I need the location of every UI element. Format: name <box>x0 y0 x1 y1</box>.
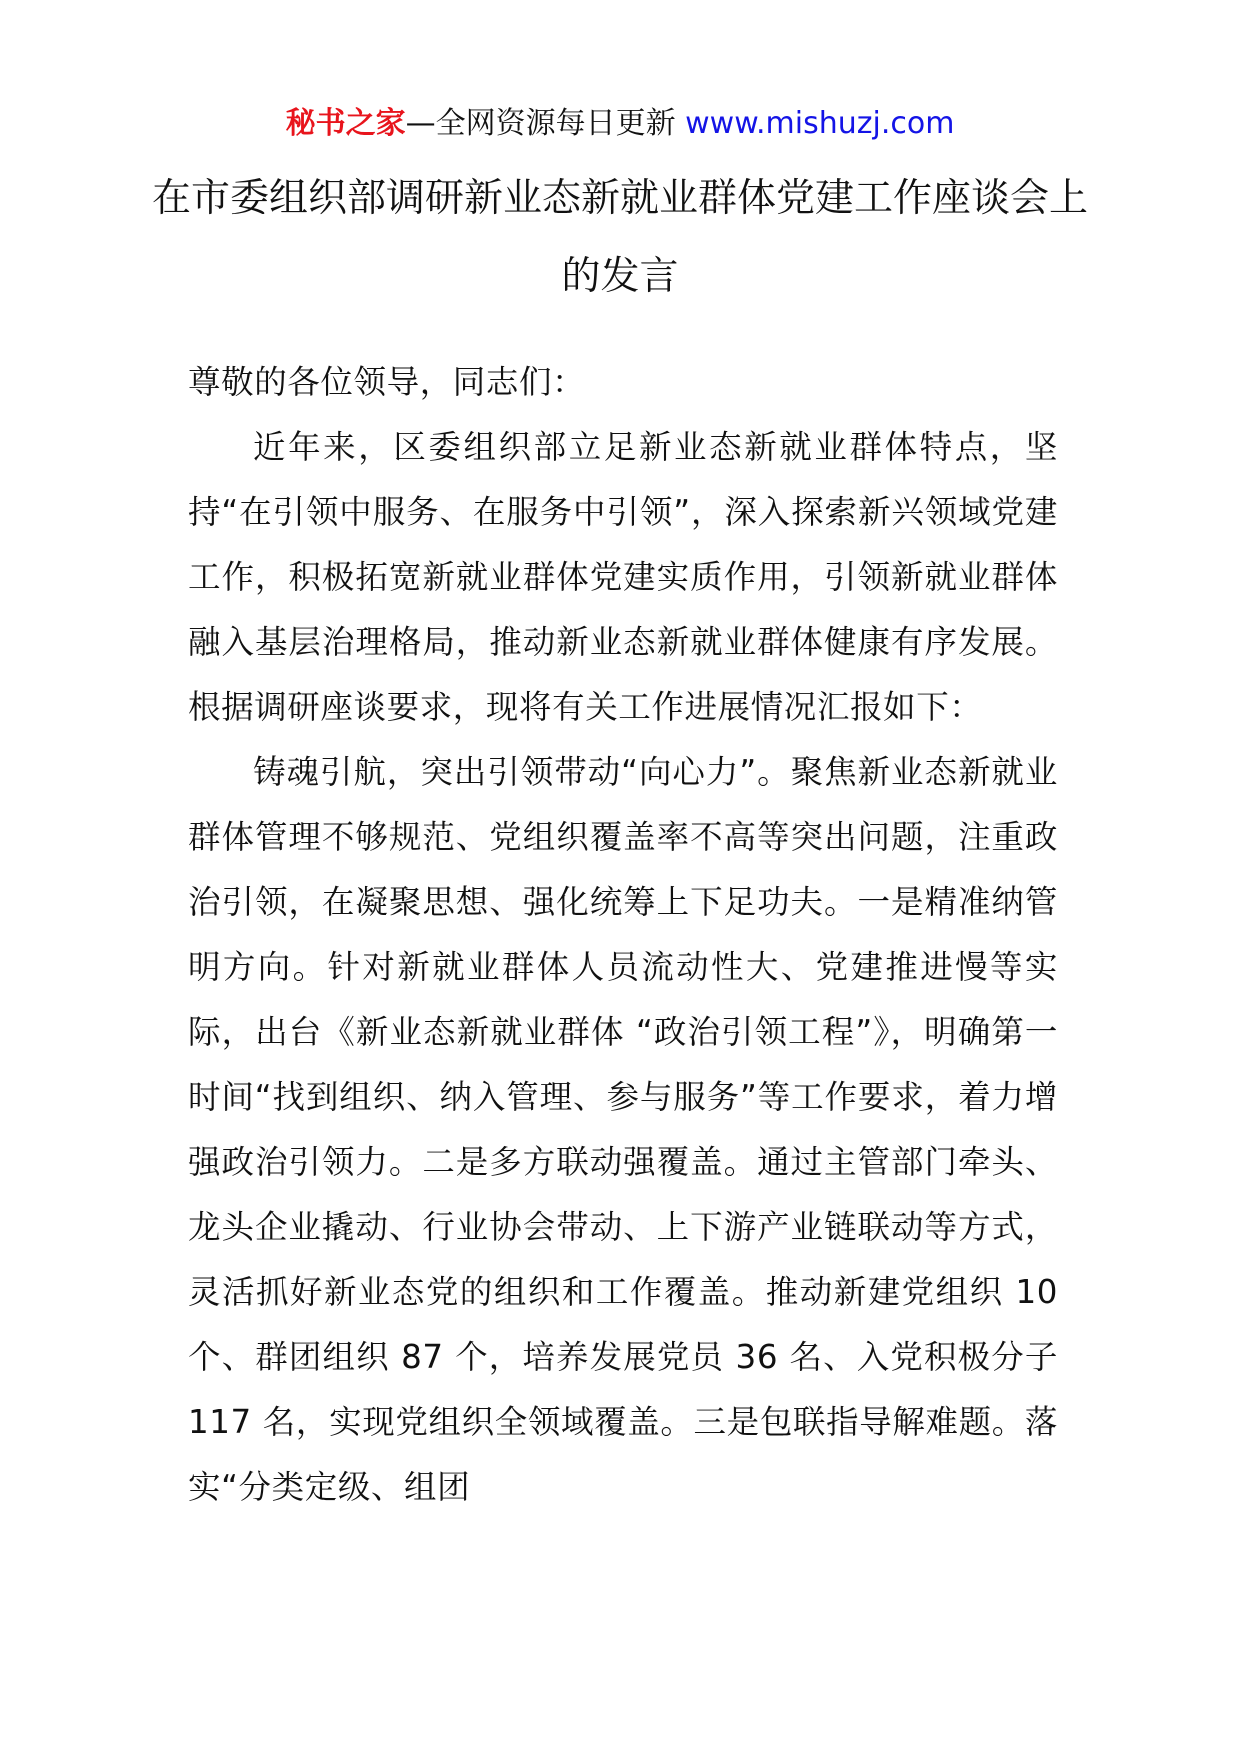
site-url: www.mishuzj.com <box>685 106 955 141</box>
paragraph-intro: 近年来，区委组织部立足新业态新就业群体特点，坚持“在引领中服务、在服务中引领”，深入探索新兴领域党建工作，积极拓宽新就业群体党建实质作用，引领新就业群体融入基层治理格局，推动新业态新就业群体健康有序发展。根据调研座谈要求，现将有关工作进展情况汇报如下： <box>188 428 1058 726</box>
salutation: 尊敬的各位领导，同志们： <box>188 363 586 401</box>
header-tagline: —全网资源每日更新 <box>405 106 686 141</box>
document-title: 在市委组织部调研新业态新就业群体党建工作座谈会上的发言 <box>151 176 1088 299</box>
document-body <box>188 350 1058 1520</box>
brand-name: 秘书之家 <box>285 106 406 141</box>
header-banner <box>0 102 1240 146</box>
paragraph-section-1: 铸魂引航，突出引领带动“向心力”。聚焦新业态新就业群体管理不够规范、党组织覆盖率不高等突出问题，注重政治引领，在凝聚思想、强化统筹上下足功夫。一是精准纳管明方向。针对新就业群体人员流动性大、党建推进慢等实际，出台《新业态新就业群体 “政治引领工程”》，明确第一时间“找到组织、纳入管理、参与服务”等工作要求，着力增强政治引领力。二是多方联动强覆盖。通过主管部门牵头、龙头企业撬动、行业协会带动、上下游产业链联动等方式，灵活抓好新业态党的组织和工作覆盖。推动新建党组织 10 个、群团组织 87 个，培养发展党员 36 名、入党积极分子 117 名，实现党组织全领域覆盖。三是包联指导解难题。落实“分类定级、组团 <box>188 753 1058 1506</box>
